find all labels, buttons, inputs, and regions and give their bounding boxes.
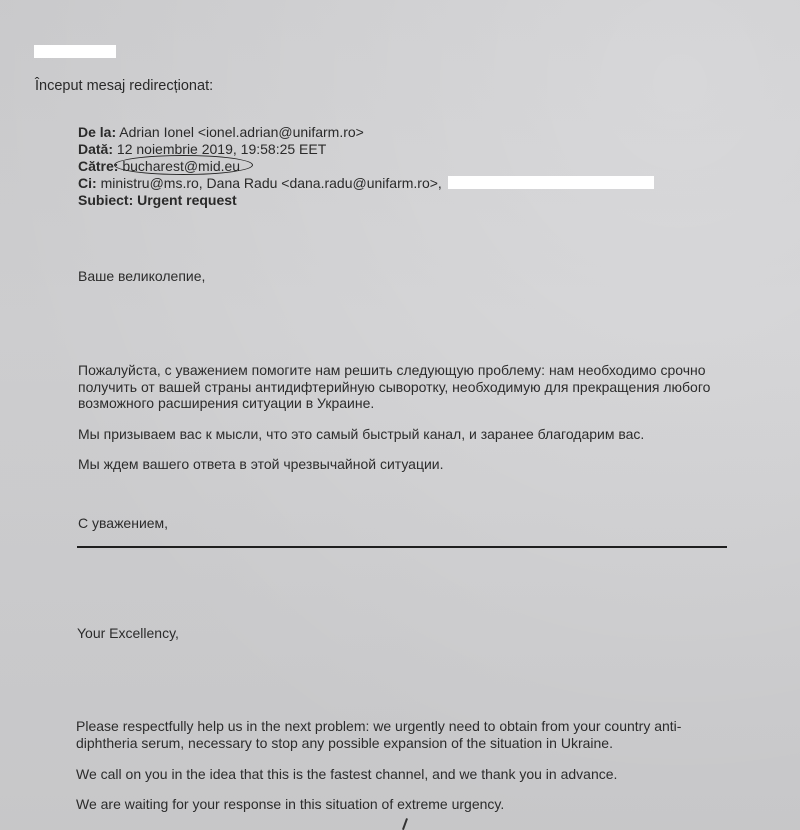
from-label: De la: [78,124,117,140]
redaction-cc [448,176,654,189]
separator-line [77,546,727,548]
forwarded-header: Început mesaj redirecționat: [35,78,214,94]
ru-greeting: Ваше великолепие, [78,268,206,284]
ru-paragraph-1 [78,362,758,412]
en-paragraph-3: We are waiting for your response in this situation of extreme urgency. [76,796,505,812]
pen-mark [402,818,408,830]
date-row [78,141,442,158]
from-row [78,124,442,141]
date-value: 12 noiembrie 2019, 19:58:25 EET [116,141,327,157]
ru-paragraph-2: Мы призываем вас к мысли, что это самый быстрый канал, и заранее благодарим вас. [78,426,645,442]
to-row [78,158,442,175]
subject-label: Subiect: [78,192,134,208]
en-para1-line2: diphtheria serum, necessary to stop any possible expansion of the situation in Ukraine. [76,734,613,751]
subject-row [78,192,442,209]
subject-value: Urgent request [137,192,237,208]
cc-label: Ci: [78,175,97,191]
handdrawn-circle [114,155,253,175]
ru-para1-line2: получить от вашей страны антидифтерийную сыворотку, необходимую для прекращения любого [78,378,711,395]
cc-value: ministru@ms.ro, Dana Radu <dana.radu@unifarm.ro>, [100,175,442,191]
ru-closing: С уважением, [78,515,169,531]
date-label: Dată: [78,141,114,157]
from-value: Adrian Ionel <ionel.adrian@unifarm.ro> [119,124,364,140]
cc-row [78,175,442,192]
en-greeting: Your Excellency, [77,625,179,641]
ru-para1-line1: Пожалуйста, с уважением помогите нам решить следующую проблему: нам необходимо срочно [78,362,706,378]
email-headers [78,124,442,209]
ru-paragraph-3: Мы ждем вашего ответа в этой чрезвычайной ситуации. [78,456,444,472]
ru-para1-line3: возможного расширения ситуации в Украине. [78,395,375,411]
redaction-top [34,45,116,58]
to-label: Către: [78,158,119,174]
en-paragraph-1 [76,718,776,751]
en-paragraph-2: We call on you in the idea that this is the fastest channel, and we thank you in advance. [76,766,618,782]
en-para1-line1: Please respectfully help us in the next problem: we urgently need to obtain from your country anti- [76,718,682,734]
to-value: bucharest@mid.eu [122,158,241,174]
